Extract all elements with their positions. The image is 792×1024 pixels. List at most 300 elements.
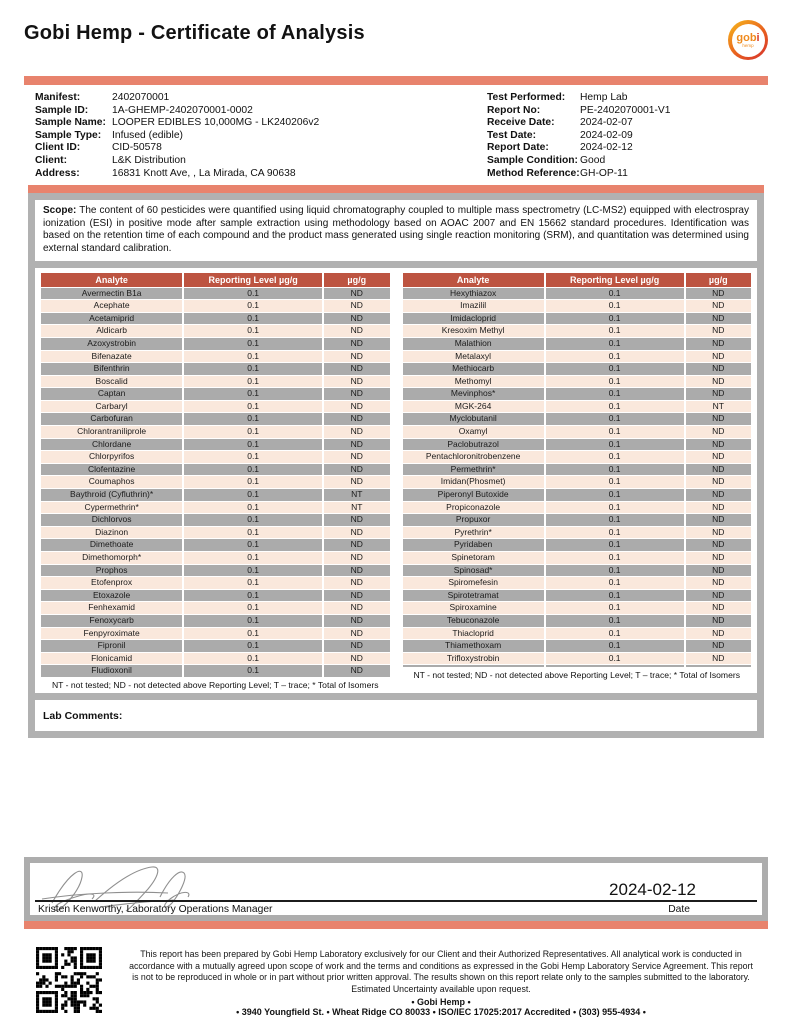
result-cell: ND	[686, 602, 751, 614]
info-row	[487, 142, 768, 155]
info-label: Report Date:	[487, 142, 549, 154]
analyte-cell: Oxamyl	[403, 426, 544, 438]
info-label: Receive Date:	[487, 117, 555, 129]
signature-line	[35, 900, 757, 902]
reporting-level-cell: 0.1	[184, 288, 322, 300]
info-label: Sample Name:	[35, 117, 106, 129]
table-row	[41, 476, 390, 488]
analyte-cell: Fipronil	[41, 640, 182, 652]
analyte-cell: Methomyl	[403, 376, 544, 388]
result-cell: ND	[324, 439, 389, 451]
result-cell: ND	[324, 653, 389, 665]
info-value: CID-50578	[112, 142, 162, 154]
reporting-level-cell: 0.1	[546, 351, 684, 363]
reporting-level-cell: 0.1	[184, 476, 322, 488]
table-row	[41, 602, 390, 614]
info-value: PE-2402070001-V1	[580, 104, 671, 116]
analyte-cell: Coumaphos	[41, 476, 182, 488]
analyte-cell: Bifenazate	[41, 351, 182, 363]
reporting-level-cell: 0.1	[184, 615, 322, 627]
footer-disclaimer: This report has been prepared by Gobi Hemp Laboratory exclusively for our Client and their Authorized Representatives. All analytical work is conducted in accordance with a mutually agreed upon scope of work and the terms and conditions as expressed in the Gobi Hemp Laboratory Service Agreement. This report is not to be reproduced in whole or in part without prior written approval. The results shown on this report relate only to the samples submitted to the laboratory. Estimated Uncertainty available upon request.	[129, 948, 753, 994]
result-cell: ND	[686, 514, 751, 526]
column-header: µg/g	[324, 273, 389, 287]
analyte-cell: Spinetoram	[403, 552, 544, 564]
reporting-level-cell: 0.1	[184, 653, 322, 665]
info-label: Sample Condition:	[487, 154, 578, 166]
column-header: Reporting Level µg/g	[184, 273, 322, 287]
result-cell: ND	[686, 590, 751, 602]
analyte-cell: Avermectin B1a	[41, 288, 182, 300]
analyte-cell: Fludioxonil	[41, 665, 182, 677]
table-row	[41, 439, 390, 451]
info-row	[35, 105, 487, 118]
info-row	[487, 130, 768, 143]
table-row	[41, 325, 390, 337]
reporting-level-cell: 0.1	[546, 476, 684, 488]
result-cell: ND	[324, 351, 389, 363]
analyte-cell: Etoxazole	[41, 590, 182, 602]
reporting-level-cell: 0.1	[184, 451, 322, 463]
analyte-cell: Imidacloprid	[403, 313, 544, 325]
table-row	[403, 464, 752, 476]
analyte-cell: Mevinphos*	[403, 388, 544, 400]
analyte-cell: Propuxor	[403, 514, 544, 526]
signature-block	[24, 857, 768, 921]
info-row	[35, 155, 487, 168]
result-cell: ND	[324, 401, 389, 413]
result-cell: ND	[324, 376, 389, 388]
result-cell: ND	[686, 615, 751, 627]
result-cell: ND	[686, 640, 751, 652]
reporting-level-cell: 0.1	[546, 527, 684, 539]
table-row	[41, 313, 390, 325]
result-cell: ND	[324, 640, 389, 652]
table-row	[41, 388, 390, 400]
reporting-level-cell: 0.1	[546, 514, 684, 526]
table-row	[41, 502, 390, 514]
result-cell: ND	[686, 653, 751, 665]
analyte-cell: Malathion	[403, 338, 544, 350]
table-row	[403, 313, 752, 325]
result-cell: ND	[686, 413, 751, 425]
table-row	[403, 514, 752, 526]
sample-info-section	[24, 92, 768, 180]
reporting-level-cell: 0.1	[546, 602, 684, 614]
info-value: 2024-02-07	[580, 117, 633, 129]
analyte-cell: Tebuconazole	[403, 615, 544, 627]
result-cell: NT	[324, 489, 389, 501]
info-value: Infused (edible)	[112, 129, 183, 141]
result-cell: ND	[686, 363, 751, 375]
info-row	[487, 105, 768, 118]
column-header: Analyte	[41, 273, 182, 287]
table-row	[403, 602, 752, 614]
result-cell: ND	[324, 325, 389, 337]
analyte-cell: Permethrin*	[403, 464, 544, 476]
table-footnote-right: NT - not tested; ND - not detected above Reporting Level; T – trace; * Total of Isomers	[413, 670, 741, 681]
analyte-cell: Imazilil	[403, 300, 544, 312]
signatory-name-title: Kristen Kenworthy, Laboratory Operations Manager	[38, 903, 273, 915]
analyte-cell: Baythroid (Cyfluthrin)*	[41, 489, 182, 501]
table-row	[403, 288, 752, 300]
result-cell: ND	[686, 388, 751, 400]
info-value: 1A-GHEMP-2402070001-0002	[112, 104, 253, 116]
analyte-cell: Paclobutrazol	[403, 439, 544, 451]
table-row	[403, 552, 752, 564]
reporting-level-cell: 0.1	[184, 426, 322, 438]
pesticide-tables-box	[35, 268, 757, 693]
footer-address-line: • 3940 Youngfield St. • Wheat Ridge CO 80033 • ISO/IEC 17025:2017 Accredited • (303) 955-4934 •	[236, 1007, 646, 1018]
result-cell: ND	[686, 539, 751, 551]
bottom-divider-bar	[24, 921, 768, 929]
analyte-cell: Spinosad*	[403, 565, 544, 577]
reporting-level-cell: 0.1	[184, 502, 322, 514]
result-cell: ND	[324, 527, 389, 539]
analyte-cell: Clofentazine	[41, 464, 182, 476]
analyte-cell: Boscalid	[41, 376, 182, 388]
analyte-cell: Thiacloprid	[403, 628, 544, 640]
analyte-cell: Etofenprox	[41, 577, 182, 589]
analyte-cell: Dichlorvos	[41, 514, 182, 526]
reporting-level-cell: 0.1	[546, 464, 684, 476]
table-row	[41, 514, 390, 526]
info-label: Method Reference:	[487, 167, 580, 179]
column-header: Reporting Level µg/g	[546, 273, 684, 287]
info-label: Client:	[35, 154, 68, 166]
reporting-level-cell: 0.1	[546, 439, 684, 451]
table-row	[41, 426, 390, 438]
analyte-cell: Piperonyl Butoxide	[403, 489, 544, 501]
table-row	[403, 363, 752, 375]
result-cell: ND	[686, 288, 751, 300]
analyte-cell: Kresoxim Methyl	[403, 325, 544, 337]
analyte-cell	[403, 665, 544, 667]
analyte-cell: Chlordane	[41, 439, 182, 451]
table-row	[403, 426, 752, 438]
analyte-cell: Diazinon	[41, 527, 182, 539]
reporting-level-cell: 0.1	[546, 615, 684, 627]
info-value: LOOPER EDIBLES 10,000MG - LK240206v2	[112, 117, 320, 129]
table-row	[403, 628, 752, 640]
reporting-level-cell: 0.1	[184, 338, 322, 350]
reporting-level-cell: 0.1	[546, 489, 684, 501]
reporting-level-cell: 0.1	[546, 640, 684, 652]
analyte-cell: Pentachloronitrobenzene	[403, 451, 544, 463]
reporting-level-cell: 0.1	[546, 539, 684, 551]
result-cell: ND	[324, 665, 389, 677]
result-cell: ND	[324, 363, 389, 375]
reporting-level-cell: 0.1	[184, 527, 322, 539]
reporting-level-cell: 0.1	[184, 325, 322, 337]
info-row	[35, 142, 487, 155]
table-row	[41, 338, 390, 350]
reporting-level-cell: 0.1	[546, 502, 684, 514]
info-row	[35, 130, 487, 143]
table-row	[41, 288, 390, 300]
info-row	[35, 117, 487, 130]
table-row	[41, 653, 390, 665]
lab-comments-label: Lab Comments:	[43, 709, 123, 722]
document-header	[0, 0, 792, 60]
reporting-level-cell: 0.1	[184, 351, 322, 363]
result-cell: ND	[324, 313, 389, 325]
result-cell: ND	[686, 426, 751, 438]
info-value: Hemp Lab	[580, 92, 628, 103]
reporting-level-cell: 0.1	[184, 514, 322, 526]
table-row	[403, 502, 752, 514]
info-value: 16831 Knott Ave, , La Mirada, CA 90638	[112, 167, 296, 179]
table-row	[41, 539, 390, 551]
reporting-level-cell: 0.1	[546, 388, 684, 400]
result-cell: ND	[686, 313, 751, 325]
pesticide-table-left	[39, 272, 392, 678]
table-row	[41, 565, 390, 577]
reporting-level-cell: 0.1	[184, 313, 322, 325]
info-label: Report No:	[487, 104, 541, 116]
table-row	[403, 376, 752, 388]
reporting-level-cell: 0.1	[184, 489, 322, 501]
info-row	[35, 168, 487, 181]
result-cell: ND	[686, 351, 751, 363]
table-row	[403, 640, 752, 652]
analyte-cell: Carbofuran	[41, 413, 182, 425]
result-cell: ND	[686, 577, 751, 589]
reporting-level-cell: 0.1	[546, 577, 684, 589]
result-cell: ND	[324, 552, 389, 564]
result-cell: ND	[324, 300, 389, 312]
analyte-cell: Dimethomorph*	[41, 552, 182, 564]
table-row	[41, 464, 390, 476]
table-row	[41, 363, 390, 375]
reporting-level-cell: 0.1	[546, 451, 684, 463]
reporting-level-cell: 0.1	[184, 388, 322, 400]
analyte-cell: Spirotetramat	[403, 590, 544, 602]
analyte-cell: Fenpyroximate	[41, 628, 182, 640]
result-cell: ND	[324, 514, 389, 526]
reporting-level-cell: 0.1	[184, 640, 322, 652]
table-row	[403, 539, 752, 551]
info-row	[35, 92, 487, 105]
table-row	[403, 439, 752, 451]
table-row	[41, 413, 390, 425]
analyte-cell: Chlorpyrifos	[41, 451, 182, 463]
info-value: Good	[580, 154, 606, 166]
result-cell	[686, 665, 751, 667]
result-cell: ND	[324, 426, 389, 438]
table-row	[403, 325, 752, 337]
table-row	[41, 527, 390, 539]
qr-code	[36, 947, 102, 1013]
result-cell: ND	[324, 615, 389, 627]
analyte-cell: Fenhexamid	[41, 602, 182, 614]
analyte-cell: Prophos	[41, 565, 182, 577]
signature-date-value: 2024-02-12	[609, 879, 696, 899]
result-cell: ND	[686, 464, 751, 476]
analyte-cell: Bifenthrin	[41, 363, 182, 375]
reporting-level-cell: 0.1	[184, 300, 322, 312]
table-row	[41, 640, 390, 652]
reporting-level-cell: 0.1	[546, 426, 684, 438]
result-cell: ND	[686, 300, 751, 312]
info-row	[487, 155, 768, 168]
reporting-level-cell: 0.1	[546, 288, 684, 300]
table-row	[41, 552, 390, 564]
analyte-cell: Pyridaben	[403, 539, 544, 551]
footer-org-line: • Gobi Hemp •	[411, 997, 471, 1008]
table-header-row	[403, 273, 752, 287]
reporting-level-cell: 0.1	[546, 413, 684, 425]
analyte-cell: Pyrethrin*	[403, 527, 544, 539]
info-label: Test Performed:	[487, 92, 566, 103]
analyte-cell: Propiconazole	[403, 502, 544, 514]
page-title: Gobi Hemp - Certificate of Analysis	[24, 22, 365, 44]
result-cell: ND	[686, 476, 751, 488]
reporting-level-cell: 0.1	[184, 413, 322, 425]
table-row	[41, 628, 390, 640]
analyte-cell: Metalaxyl	[403, 351, 544, 363]
column-header: Analyte	[403, 273, 544, 287]
sample-info-left	[35, 92, 487, 180]
result-cell: ND	[324, 476, 389, 488]
analyte-cell: Azoxystrobin	[41, 338, 182, 350]
sample-info-right	[487, 92, 768, 180]
reporting-level-cell: 0.1	[184, 665, 322, 677]
reporting-level-cell: 0.1	[184, 464, 322, 476]
result-cell: ND	[324, 577, 389, 589]
analyte-cell: Spiromefesin	[403, 577, 544, 589]
table-row	[403, 653, 752, 665]
info-value: 2024-02-09	[580, 129, 633, 141]
analyte-cell: Thiamethoxam	[403, 640, 544, 652]
pesticide-table-left-col	[39, 272, 392, 690]
results-panel	[28, 185, 764, 738]
result-cell: ND	[686, 502, 751, 514]
info-label: Client ID:	[35, 142, 81, 154]
info-row	[487, 168, 768, 181]
reporting-level-cell: 0.1	[184, 363, 322, 375]
info-row	[487, 117, 768, 130]
result-cell: ND	[686, 451, 751, 463]
analyte-cell: Carbaryl	[41, 401, 182, 413]
table-row	[41, 401, 390, 413]
result-cell: ND	[324, 451, 389, 463]
reporting-level-cell	[546, 665, 684, 667]
table-row	[403, 351, 752, 363]
result-cell: ND	[686, 489, 751, 501]
reporting-level-cell: 0.1	[546, 565, 684, 577]
reporting-level-cell: 0.1	[184, 376, 322, 388]
analyte-cell: Imidan(Phosmet)	[403, 476, 544, 488]
reporting-level-cell: 0.1	[546, 552, 684, 564]
table-row	[403, 476, 752, 488]
result-cell: ND	[324, 539, 389, 551]
analyte-cell: Spiroxamine	[403, 602, 544, 614]
table-row	[41, 351, 390, 363]
result-cell: ND	[686, 527, 751, 539]
result-cell: NT	[686, 401, 751, 413]
reporting-level-cell: 0.1	[184, 401, 322, 413]
lab-comments-box	[35, 700, 757, 731]
table-row	[403, 413, 752, 425]
table-row	[41, 489, 390, 501]
reporting-level-cell: 0.1	[546, 338, 684, 350]
gobi-hemp-logo-icon: gobi hemp	[728, 20, 768, 60]
pesticide-table-right	[401, 272, 754, 669]
info-value: GH-OP-11	[580, 167, 628, 179]
reporting-level-cell: 0.1	[546, 653, 684, 665]
footer-text	[102, 947, 768, 1017]
result-cell: ND	[324, 590, 389, 602]
table-row	[41, 615, 390, 627]
scope-box: Scope: The content of 60 pesticides were quantified using liquid chromatography coupled to multiple mass spectrometry (LC-MS2) equipped with electrospray ionization (ESI) in positive mode after sample extraction using methodology based on AOAC 2007 and EN 15662 standard procedures. Identification was based on the retention time of each compound and the product mass generated using single reaction monitoring (SRM), and quantitation was determined using external standard calibration.	[35, 200, 757, 260]
analyte-cell: Captan	[41, 388, 182, 400]
result-cell: ND	[686, 552, 751, 564]
info-label: Sample Type:	[35, 129, 102, 141]
reporting-level-cell: 0.1	[546, 376, 684, 388]
result-cell: ND	[686, 628, 751, 640]
analyte-cell: Cypermethrin*	[41, 502, 182, 514]
table-footnote-left: NT - not tested; ND - not detected above Reporting Level; T – trace; * Total of Isomers	[51, 679, 379, 690]
analyte-cell: Acetamiprid	[41, 313, 182, 325]
analyte-cell: Myclobutanil	[403, 413, 544, 425]
result-cell: ND	[686, 338, 751, 350]
reporting-level-cell: 0.1	[546, 325, 684, 337]
table-row	[403, 527, 752, 539]
analyte-cell: Trifloxystrobin	[403, 653, 544, 665]
info-value: L&K Distribution	[112, 154, 186, 166]
table-row	[403, 577, 752, 589]
table-row	[41, 665, 390, 677]
table-row	[403, 615, 752, 627]
table-row	[403, 489, 752, 501]
table-row	[403, 388, 752, 400]
reporting-level-cell: 0.1	[184, 577, 322, 589]
info-label: Sample ID:	[35, 104, 89, 116]
result-cell: ND	[324, 388, 389, 400]
result-cell: NT	[324, 502, 389, 514]
result-cell: ND	[324, 413, 389, 425]
reporting-level-cell: 0.1	[546, 401, 684, 413]
analyte-cell: Flonicamid	[41, 653, 182, 665]
top-divider-bar	[24, 76, 768, 85]
reporting-level-cell: 0.1	[184, 590, 322, 602]
analyte-cell: Acephate	[41, 300, 182, 312]
result-cell: ND	[686, 565, 751, 577]
info-value: 2024-02-12	[580, 142, 633, 154]
table-row	[403, 665, 752, 667]
pesticide-table-right-col	[401, 272, 754, 690]
result-cell: ND	[686, 325, 751, 337]
column-header: µg/g	[686, 273, 751, 287]
info-row	[487, 92, 768, 105]
analyte-cell: MGK-264	[403, 401, 544, 413]
reporting-level-cell: 0.1	[546, 628, 684, 640]
info-label: Test Date:	[487, 129, 537, 141]
reporting-level-cell: 0.1	[184, 539, 322, 551]
table-row	[41, 451, 390, 463]
table-row	[403, 565, 752, 577]
result-cell: ND	[324, 602, 389, 614]
reporting-level-cell: 0.1	[546, 590, 684, 602]
table-row	[41, 577, 390, 589]
info-label: Address:	[35, 167, 80, 179]
result-cell: ND	[324, 338, 389, 350]
table-row	[403, 401, 752, 413]
table-row	[41, 590, 390, 602]
date-label: Date	[668, 903, 690, 915]
table-row	[403, 451, 752, 463]
reporting-level-cell: 0.1	[184, 628, 322, 640]
